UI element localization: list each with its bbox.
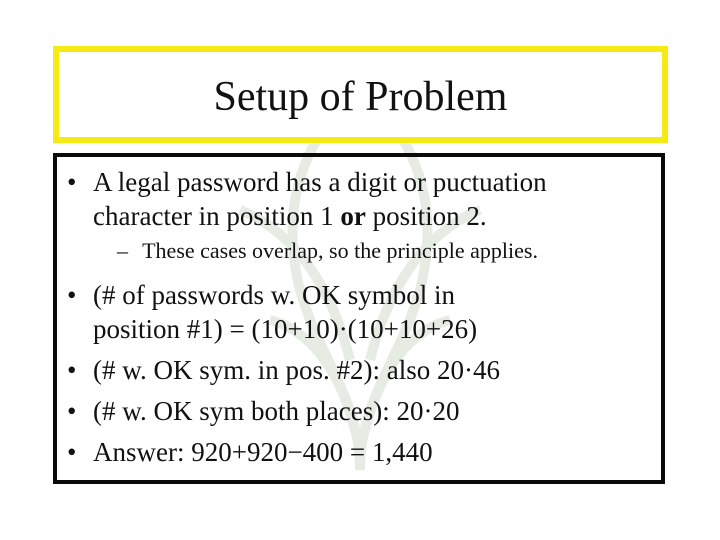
bullet-text — [93, 165, 653, 233]
bullet-line: A legal password has a digit or puctuation — [93, 167, 547, 197]
bullet-text-part: character in position 1 — [93, 201, 341, 231]
sub-bullet-text: These cases overlap, so the principle applies. — [142, 238, 538, 263]
slide-title: Setup of Problem — [213, 73, 508, 120]
bullet-marker: • — [67, 396, 77, 426]
sub-bullet-item — [117, 237, 657, 265]
bullet-marker: • — [67, 355, 77, 385]
bullet-text-part: position 2. — [365, 201, 487, 231]
bullet-text: (# w. OK sym. in pos. #2): also 20·46 — [93, 355, 500, 385]
bullet-text — [93, 278, 653, 346]
bullet-text: (# w. OK sym both places): 20·20 — [93, 396, 460, 426]
bullet-line: (# of passwords w. OK symbol in — [93, 280, 455, 310]
sub-bullet-marker: – — [117, 238, 128, 263]
bullet-line — [93, 199, 653, 233]
title-frame — [53, 46, 668, 143]
bullet-text: Answer: 920+920−400 = 1,440 — [93, 437, 433, 467]
content-frame — [53, 153, 665, 484]
bullet-line: position #1) = (10+10)·(10+10+26) — [93, 314, 478, 344]
bullet-marker: • — [67, 437, 77, 467]
bullet-marker: • — [67, 167, 77, 197]
emphasis-text: or — [340, 201, 366, 231]
bullet-marker: • — [67, 280, 77, 310]
